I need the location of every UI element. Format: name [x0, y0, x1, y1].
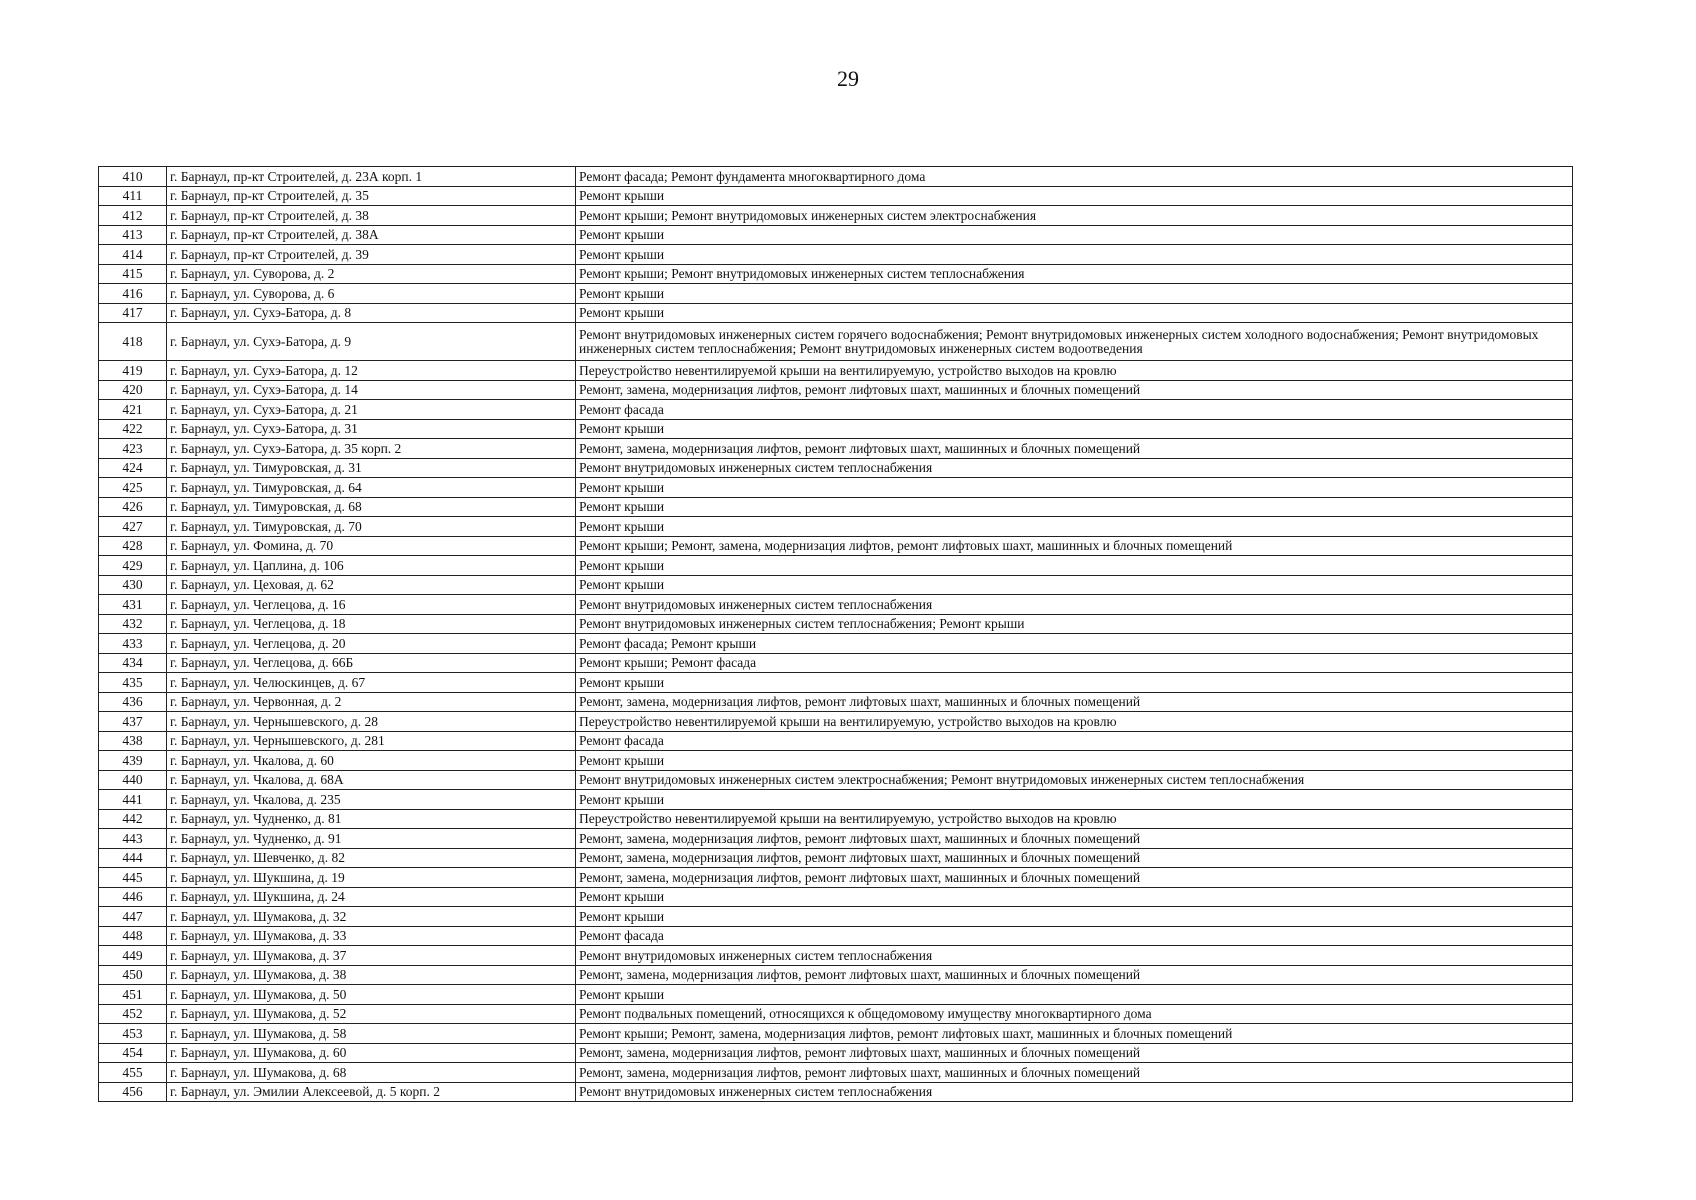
row-number-cell: 450 — [99, 965, 167, 985]
row-number-cell: 429 — [99, 556, 167, 576]
address-cell: г. Барнаул, ул. Сухэ-Батора, д. 8 — [167, 303, 576, 323]
table-row — [99, 926, 1573, 946]
work-type-cell: Переустройство невентилируемой крыши на вентилируемую, устройство выходов на кровлю — [576, 361, 1573, 381]
table-row — [99, 946, 1573, 966]
address-cell: г. Барнаул, пр-кт Строителей, д. 38А — [167, 225, 576, 245]
page-number: 29 — [837, 66, 859, 91]
work-type-cell: Ремонт крыши — [576, 225, 1573, 245]
table-row — [99, 206, 1573, 226]
address-cell: г. Барнаул, ул. Эмилии Алексеевой, д. 5 корп. 2 — [167, 1082, 576, 1102]
address-cell: г. Барнаул, ул. Тимуровская, д. 31 — [167, 458, 576, 478]
table-row — [99, 673, 1573, 693]
row-number-cell: 416 — [99, 284, 167, 304]
address-cell: г. Барнаул, ул. Червонная, д. 2 — [167, 692, 576, 712]
address-cell: г. Барнаул, ул. Чкалова, д. 60 — [167, 751, 576, 771]
work-type-cell: Ремонт крыши; Ремонт, замена, модернизация лифтов, ремонт лифтовых шахт, машинных и блочных помещений — [576, 1024, 1573, 1044]
table-row — [99, 167, 1573, 187]
table-row — [99, 284, 1573, 304]
table-row — [99, 907, 1573, 927]
work-type-cell: Ремонт крыши; Ремонт фасада — [576, 653, 1573, 673]
work-type-cell: Ремонт крыши — [576, 517, 1573, 537]
row-number-cell: 423 — [99, 439, 167, 459]
address-cell: г. Барнаул, ул. Сухэ-Батора, д. 14 — [167, 380, 576, 400]
work-type-cell: Ремонт крыши; Ремонт, замена, модернизация лифтов, ремонт лифтовых шахт, машинных и блочных помещений — [576, 536, 1573, 556]
row-number-cell: 425 — [99, 478, 167, 498]
table-row — [99, 595, 1573, 615]
address-cell: г. Барнаул, ул. Шевченко, д. 82 — [167, 848, 576, 868]
work-type-cell: Ремонт, замена, модернизация лифтов, ремонт лифтовых шахт, машинных и блочных помещений — [576, 380, 1573, 400]
address-cell: г. Барнаул, ул. Сухэ-Батора, д. 12 — [167, 361, 576, 381]
work-type-cell: Ремонт крыши — [576, 419, 1573, 439]
address-cell: г. Барнаул, ул. Шумакова, д. 37 — [167, 946, 576, 966]
table-row — [99, 419, 1573, 439]
address-cell: г. Барнаул, ул. Шумакова, д. 58 — [167, 1024, 576, 1044]
table-row — [99, 264, 1573, 284]
work-type-cell: Ремонт фасада — [576, 731, 1573, 751]
table-row — [99, 770, 1573, 790]
row-number-cell: 431 — [99, 595, 167, 615]
address-cell: г. Барнаул, ул. Тимуровская, д. 68 — [167, 497, 576, 517]
work-type-cell: Ремонт внутридомовых инженерных систем теплоснабжения — [576, 1082, 1573, 1102]
address-cell: г. Барнаул, ул. Суворова, д. 2 — [167, 264, 576, 284]
address-cell: г. Барнаул, ул. Чеглецова, д. 16 — [167, 595, 576, 615]
table-row — [99, 868, 1573, 888]
address-cell: г. Барнаул, пр-кт Строителей, д. 23А корп. 1 — [167, 167, 576, 187]
work-type-cell: Ремонт крыши — [576, 284, 1573, 304]
work-type-cell: Ремонт крыши — [576, 751, 1573, 771]
row-number-cell: 410 — [99, 167, 167, 187]
table-row — [99, 536, 1573, 556]
table-row — [99, 653, 1573, 673]
work-type-cell: Ремонт, замена, модернизация лифтов, ремонт лифтовых шахт, машинных и блочных помещений — [576, 692, 1573, 712]
row-number-cell: 432 — [99, 614, 167, 634]
table-row — [99, 809, 1573, 829]
work-type-cell: Ремонт, замена, модернизация лифтов, ремонт лифтовых шахт, машинных и блочных помещений — [576, 1063, 1573, 1083]
row-number-cell: 446 — [99, 887, 167, 907]
table-row — [99, 692, 1573, 712]
row-number-cell: 430 — [99, 575, 167, 595]
address-cell: г. Барнаул, пр-кт Строителей, д. 39 — [167, 245, 576, 265]
row-number-cell: 456 — [99, 1082, 167, 1102]
work-type-cell: Ремонт внутридомовых инженерных систем теплоснабжения — [576, 458, 1573, 478]
work-type-cell: Ремонт, замена, модернизация лифтов, ремонт лифтовых шахт, машинных и блочных помещений — [576, 1043, 1573, 1063]
address-cell: г. Барнаул, пр-кт Строителей, д. 35 — [167, 186, 576, 206]
work-type-cell: Переустройство невентилируемой крыши на вентилируемую, устройство выходов на кровлю — [576, 712, 1573, 732]
work-type-cell: Ремонт крыши — [576, 497, 1573, 517]
address-cell: г. Барнаул, ул. Тимуровская, д. 70 — [167, 517, 576, 537]
table-row — [99, 712, 1573, 732]
row-number-cell: 436 — [99, 692, 167, 712]
address-cell: г. Барнаул, ул. Сухэ-Батора, д. 31 — [167, 419, 576, 439]
work-type-cell: Ремонт внутридомовых инженерных систем теплоснабжения — [576, 946, 1573, 966]
address-cell: г. Барнаул, ул. Чкалова, д. 235 — [167, 790, 576, 810]
row-number-cell: 418 — [99, 323, 167, 361]
row-number-cell: 426 — [99, 497, 167, 517]
work-type-cell: Ремонт внутридомовых инженерных систем теплоснабжения; Ремонт крыши — [576, 614, 1573, 634]
work-type-cell: Ремонт фасада; Ремонт крыши — [576, 634, 1573, 654]
address-cell: г. Барнаул, ул. Сухэ-Батора, д. 9 — [167, 323, 576, 361]
table-row — [99, 1063, 1573, 1083]
address-cell: г. Барнаул, пр-кт Строителей, д. 38 — [167, 206, 576, 226]
row-number-cell: 428 — [99, 536, 167, 556]
work-type-cell: Ремонт, замена, модернизация лифтов, ремонт лифтовых шахт, машинных и блочных помещений — [576, 965, 1573, 985]
address-cell: г. Барнаул, ул. Шумакова, д. 38 — [167, 965, 576, 985]
row-number-cell: 448 — [99, 926, 167, 946]
work-type-cell: Ремонт крыши — [576, 556, 1573, 576]
address-cell: г. Барнаул, ул. Чудненко, д. 91 — [167, 829, 576, 849]
work-type-cell: Ремонт крыши — [576, 186, 1573, 206]
table-row — [99, 245, 1573, 265]
table-row — [99, 1082, 1573, 1102]
row-number-cell: 412 — [99, 206, 167, 226]
work-type-cell: Ремонт внутридомовых инженерных систем горячего водоснабжения; Ремонт внутридомовых инженерных систем холодного водоснабжения; Ремонт внутридомовых инженерных систем теплоснабжения; Ремонт внутридомовых инженерных систем водоотведения — [576, 323, 1573, 361]
table-row — [99, 400, 1573, 420]
row-number-cell: 449 — [99, 946, 167, 966]
work-type-cell: Ремонт подвальных помещений, относящихся к общедомовому имуществу многоквартирного дома — [576, 1004, 1573, 1024]
work-type-cell: Ремонт внутридомовых инженерных систем теплоснабжения — [576, 595, 1573, 615]
row-number-cell: 442 — [99, 809, 167, 829]
address-cell: г. Барнаул, ул. Шукшина, д. 24 — [167, 887, 576, 907]
address-cell: г. Барнаул, ул. Чеглецова, д. 66Б — [167, 653, 576, 673]
work-type-cell: Ремонт крыши — [576, 887, 1573, 907]
address-cell: г. Барнаул, ул. Цаплина, д. 106 — [167, 556, 576, 576]
work-type-cell: Ремонт крыши; Ремонт внутридомовых инженерных систем теплоснабжения — [576, 264, 1573, 284]
address-cell: г. Барнаул, ул. Чкалова, д. 68А — [167, 770, 576, 790]
work-type-cell: Ремонт внутридомовых инженерных систем электроснабжения; Ремонт внутридомовых инженерных систем теплоснабжения — [576, 770, 1573, 790]
work-type-cell: Ремонт крыши — [576, 575, 1573, 595]
row-number-cell: 444 — [99, 848, 167, 868]
row-number-cell: 419 — [99, 361, 167, 381]
address-cell: г. Барнаул, ул. Чеглецова, д. 18 — [167, 614, 576, 634]
work-type-cell: Ремонт крыши — [576, 985, 1573, 1005]
row-number-cell: 453 — [99, 1024, 167, 1044]
table-row — [99, 361, 1573, 381]
table-row — [99, 829, 1573, 849]
row-number-cell: 452 — [99, 1004, 167, 1024]
address-cell: г. Барнаул, ул. Фомина, д. 70 — [167, 536, 576, 556]
work-type-cell: Ремонт, замена, модернизация лифтов, ремонт лифтовых шахт, машинных и блочных помещений — [576, 829, 1573, 849]
table-row — [99, 478, 1573, 498]
address-cell: г. Барнаул, ул. Шумакова, д. 68 — [167, 1063, 576, 1083]
row-number-cell: 417 — [99, 303, 167, 323]
row-number-cell: 415 — [99, 264, 167, 284]
row-number-cell: 454 — [99, 1043, 167, 1063]
work-type-cell: Ремонт фасада; Ремонт фундамента многоквартирного дома — [576, 167, 1573, 187]
table-row — [99, 556, 1573, 576]
address-cell: г. Барнаул, ул. Чернышевского, д. 281 — [167, 731, 576, 751]
address-cell: г. Барнаул, ул. Сухэ-Батора, д. 35 корп. 2 — [167, 439, 576, 459]
row-number-cell: 439 — [99, 751, 167, 771]
work-type-cell: Ремонт, замена, модернизация лифтов, ремонт лифтовых шахт, машинных и блочных помещений — [576, 848, 1573, 868]
table-row — [99, 439, 1573, 459]
table-row — [99, 323, 1573, 361]
row-number-cell: 435 — [99, 673, 167, 693]
row-number-cell: 433 — [99, 634, 167, 654]
repair-registry-table — [98, 166, 1573, 1102]
work-type-cell: Ремонт крыши — [576, 673, 1573, 693]
table-row — [99, 497, 1573, 517]
row-number-cell: 424 — [99, 458, 167, 478]
address-cell: г. Барнаул, ул. Шумакова, д. 32 — [167, 907, 576, 927]
row-number-cell: 438 — [99, 731, 167, 751]
row-number-cell: 441 — [99, 790, 167, 810]
row-number-cell: 434 — [99, 653, 167, 673]
row-number-cell: 447 — [99, 907, 167, 927]
row-number-cell: 427 — [99, 517, 167, 537]
address-cell: г. Барнаул, ул. Шумакова, д. 52 — [167, 1004, 576, 1024]
row-number-cell: 455 — [99, 1063, 167, 1083]
table-row — [99, 1043, 1573, 1063]
table-row — [99, 751, 1573, 771]
table-row — [99, 1004, 1573, 1024]
table-row — [99, 1024, 1573, 1044]
table-row — [99, 965, 1573, 985]
work-type-cell: Ремонт крыши — [576, 478, 1573, 498]
table-row — [99, 790, 1573, 810]
row-number-cell: 420 — [99, 380, 167, 400]
table-row — [99, 985, 1573, 1005]
row-number-cell: 422 — [99, 419, 167, 439]
work-type-cell: Ремонт крыши — [576, 245, 1573, 265]
work-type-cell: Ремонт фасада — [576, 926, 1573, 946]
row-number-cell: 445 — [99, 868, 167, 888]
address-cell: г. Барнаул, ул. Суворова, д. 6 — [167, 284, 576, 304]
work-type-cell: Ремонт крыши — [576, 303, 1573, 323]
address-cell: г. Барнаул, ул. Сухэ-Батора, д. 21 — [167, 400, 576, 420]
address-cell: г. Барнаул, ул. Шумакова, д. 50 — [167, 985, 576, 1005]
registry-body — [99, 167, 1573, 1102]
table-row — [99, 731, 1573, 751]
table-row — [99, 848, 1573, 868]
table-row — [99, 303, 1573, 323]
table-row — [99, 458, 1573, 478]
address-cell: г. Барнаул, ул. Цеховая, д. 62 — [167, 575, 576, 595]
table-row — [99, 517, 1573, 537]
row-number-cell: 421 — [99, 400, 167, 420]
address-cell: г. Барнаул, ул. Челюскинцев, д. 67 — [167, 673, 576, 693]
row-number-cell: 411 — [99, 186, 167, 206]
table-row — [99, 634, 1573, 654]
row-number-cell: 437 — [99, 712, 167, 732]
work-type-cell: Ремонт фасада — [576, 400, 1573, 420]
row-number-cell: 414 — [99, 245, 167, 265]
row-number-cell: 451 — [99, 985, 167, 1005]
work-type-cell: Ремонт крыши — [576, 907, 1573, 927]
table-row — [99, 225, 1573, 245]
address-cell: г. Барнаул, ул. Тимуровская, д. 64 — [167, 478, 576, 498]
table-row — [99, 186, 1573, 206]
address-cell: г. Барнаул, ул. Чернышевского, д. 28 — [167, 712, 576, 732]
address-cell: г. Барнаул, ул. Шумакова, д. 33 — [167, 926, 576, 946]
row-number-cell: 440 — [99, 770, 167, 790]
work-type-cell: Ремонт крыши; Ремонт внутридомовых инженерных систем электроснабжения — [576, 206, 1573, 226]
table-row — [99, 887, 1573, 907]
work-type-cell: Ремонт, замена, модернизация лифтов, ремонт лифтовых шахт, машинных и блочных помещений — [576, 868, 1573, 888]
row-number-cell: 443 — [99, 829, 167, 849]
table-row — [99, 614, 1573, 634]
address-cell: г. Барнаул, ул. Шумакова, д. 60 — [167, 1043, 576, 1063]
work-type-cell: Ремонт, замена, модернизация лифтов, ремонт лифтовых шахт, машинных и блочных помещений — [576, 439, 1573, 459]
address-cell: г. Барнаул, ул. Чудненко, д. 81 — [167, 809, 576, 829]
row-number-cell: 413 — [99, 225, 167, 245]
address-cell: г. Барнаул, ул. Чеглецова, д. 20 — [167, 634, 576, 654]
work-type-cell: Переустройство невентилируемой крыши на вентилируемую, устройство выходов на кровлю — [576, 809, 1573, 829]
table-row — [99, 380, 1573, 400]
table-row — [99, 575, 1573, 595]
work-type-cell: Ремонт крыши — [576, 790, 1573, 810]
address-cell: г. Барнаул, ул. Шукшина, д. 19 — [167, 868, 576, 888]
